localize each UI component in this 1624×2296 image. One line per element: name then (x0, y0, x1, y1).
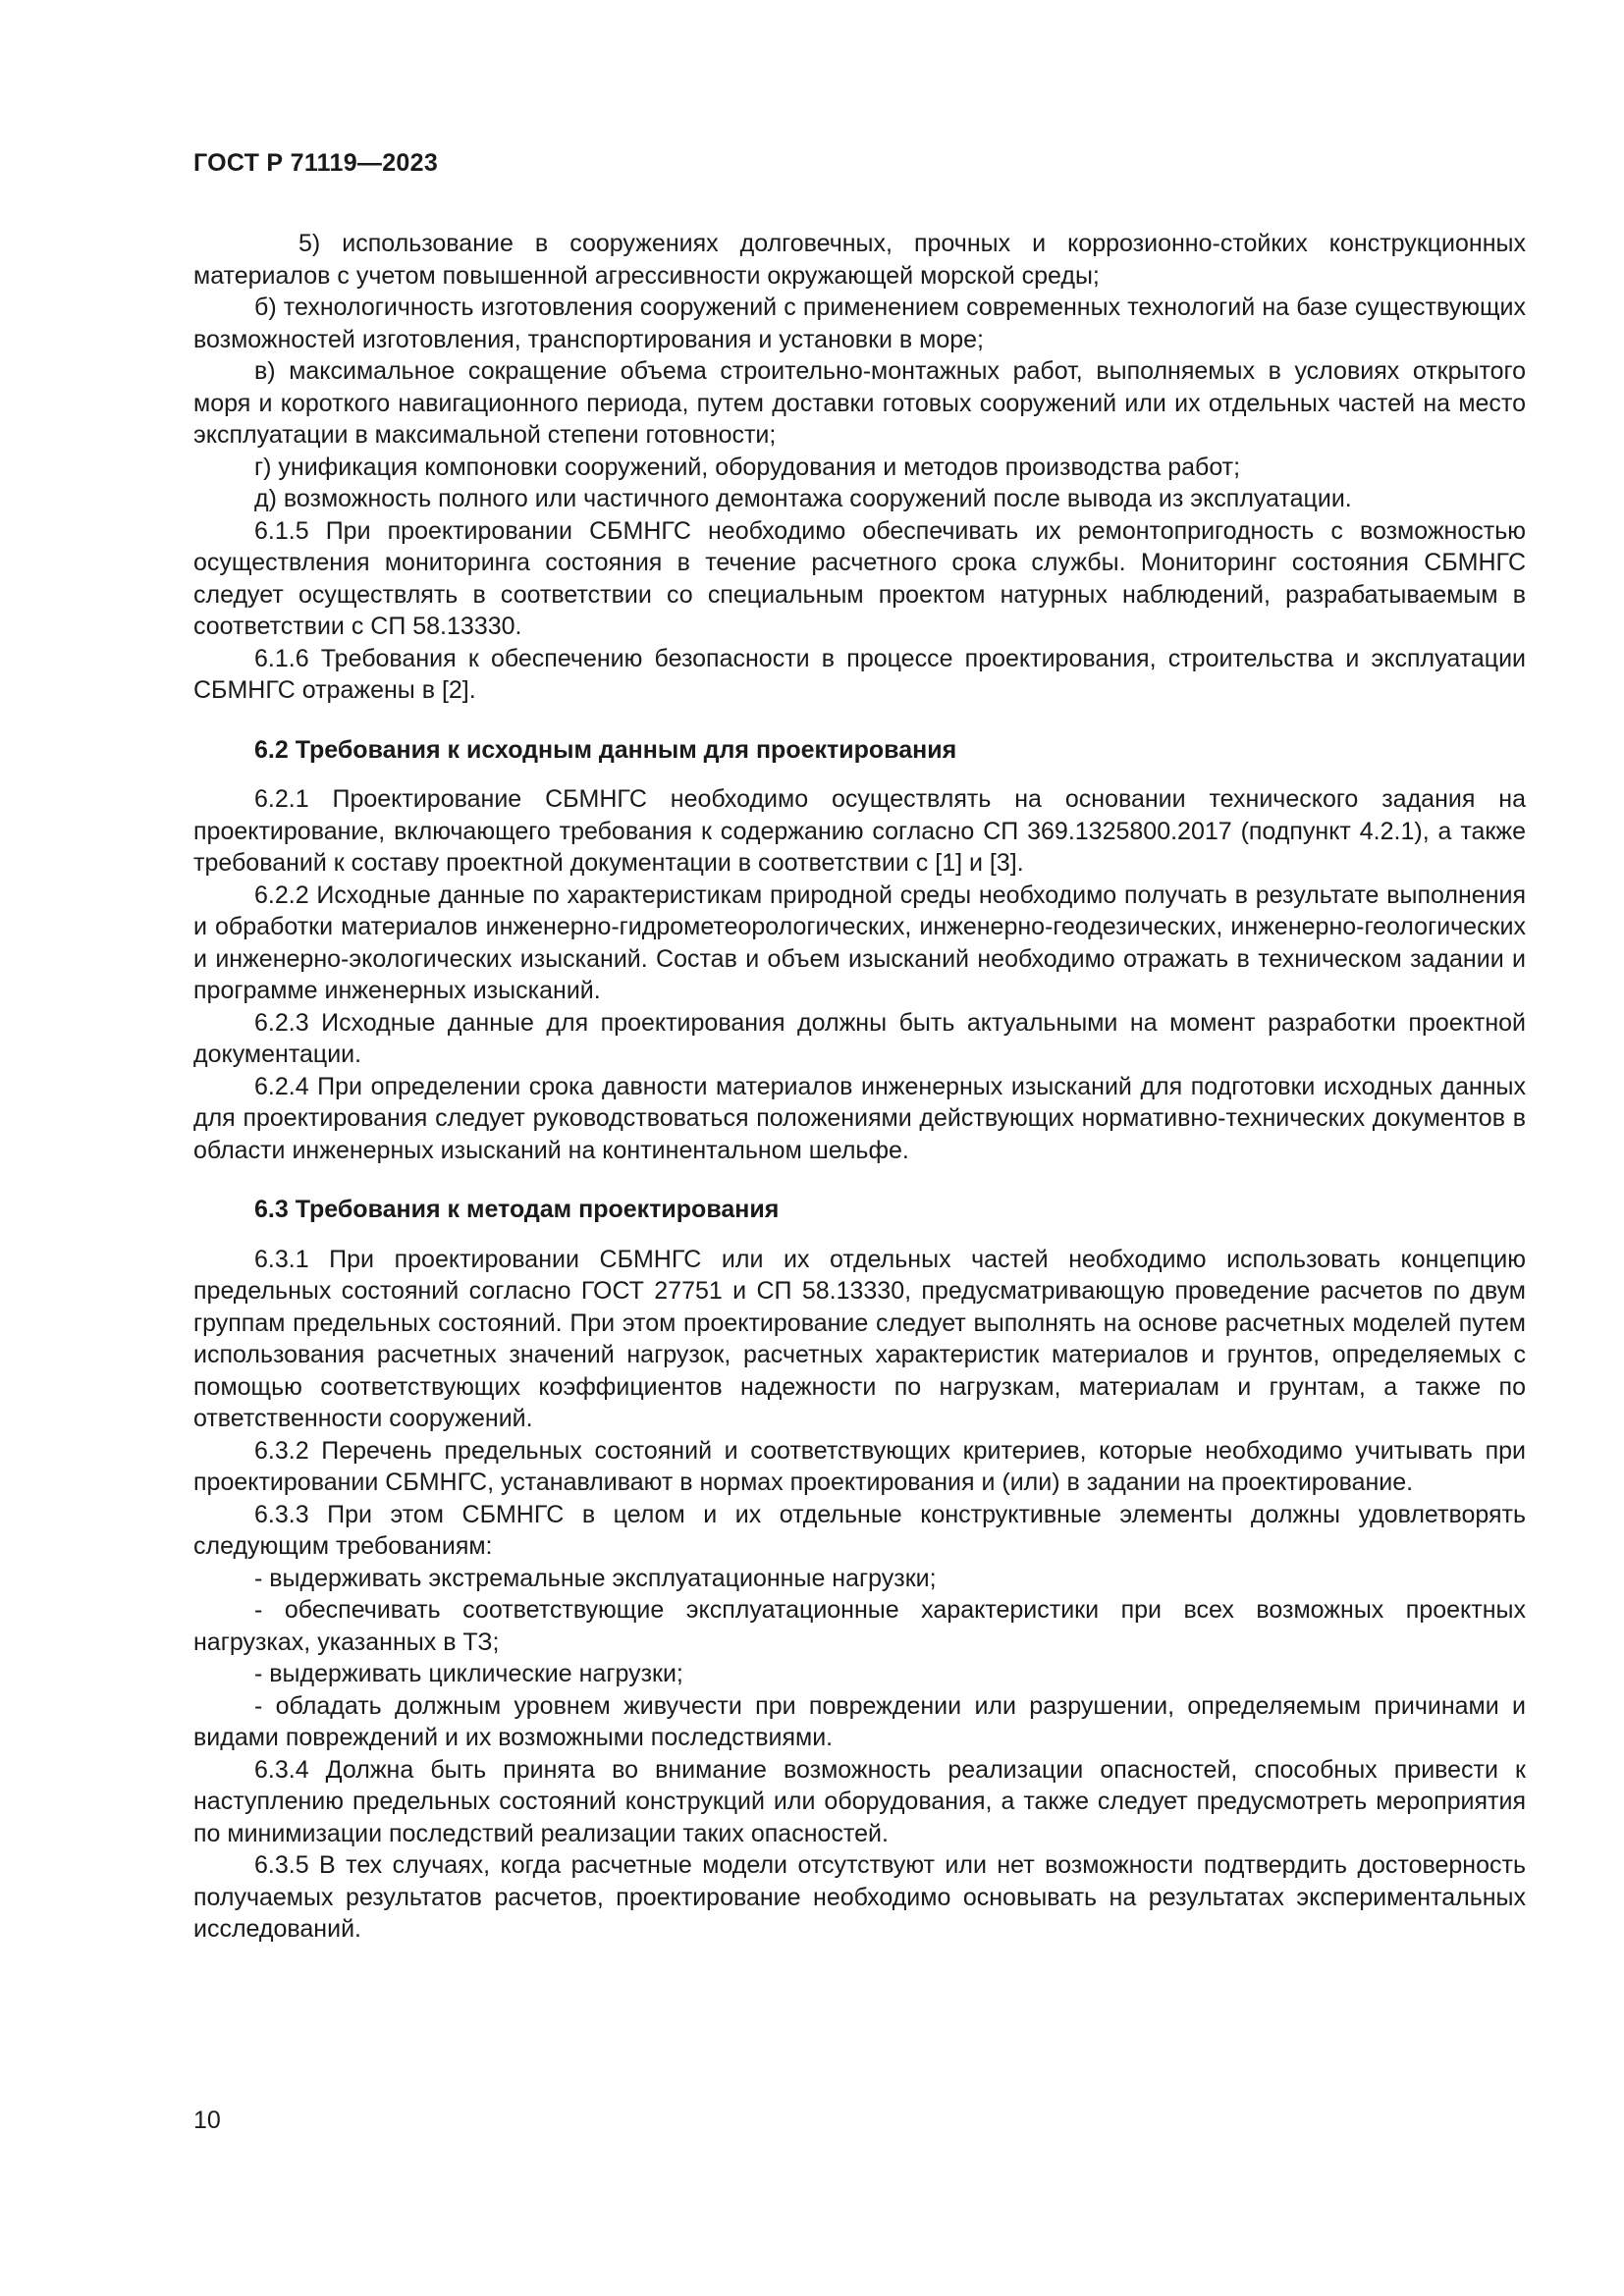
page-number: 10 (193, 2107, 221, 2134)
section-heading-6-2: 6.2 Требования к исходным данным для проектирования (254, 735, 957, 764)
clause-6-1-6: 6.1.6 Требования к обеспечению безопасности в процессе проектирования, строительства и эксплуатации СБМНГС отражены в [2]. (193, 644, 1526, 704)
clause-6-2-3: 6.2.3 Исходные данные для проектирования должны быть актуальными на момент разработки проектной документации. (193, 1008, 1526, 1068)
list-item-v: в) максимальное сокращение объема строительно-монтажных работ, выполняемых в условиях открытого моря и короткого навигационного периода, путем доставки готовых сооружений или их отдельных частей на место эксплуатации в максимальной степени готовности; (193, 357, 1526, 449)
clause-6-3-1: 6.3.1 При проектировании СБМНГС или их отдельных частей необходимо использовать концепцию предельных состояний согласно ГОСТ 27751 и СП 58.13330, предусматривающую проведение расчетов по двум группам предельных состояний. При этом проектирование следует выполнять на основе расчетных моделей путем использования расчетных значений нагрузок, расчетных характеристик материалов и грунтов, определяемых с помощью соответствующих коэффициентов надежности по нагрузкам, материалам и грунтам, а также по ответственности сооружений. (193, 1245, 1526, 1432)
clause-6-2-1: 6.2.1 Проектирование СБМНГС необходимо осуществлять на основании технического задания на проектирование, включающего требования к содержанию согласно СП 369.1325800.2017 (подпункт 4.2.1), а также требований к составу проектной документации в соответствии с [1] и [3]. (193, 785, 1526, 877)
list-item-b: б) технологичность изготовления сооружений с применением современных технологий на базе существующих возможностей изготовления, транспортирования и установки в море; (193, 294, 1526, 353)
clause-6-2-4: 6.2.4 При определении срока давности материалов инженерных изысканий для подготовки исходных данных для проектирования следует руководствоваться положениями действующих нормативно-технических документов в области инженерных изысканий на континентальном шельфе. (193, 1072, 1526, 1164)
section-heading-6-3: 6.3 Требования к методам проектирования (254, 1196, 780, 1223)
clause-6-2-2: 6.2.2 Исходные данные по характеристикам природной среды необходимо получать в результате выполнения и обработки материалов инженерно-гидрометеорологических, инженерно-геодезических, инженерно-геологических и инженерно-экологических изысканий. Состав и объем изысканий необходимо отражать в техническом задании и программе инженерных изысканий. (193, 881, 1526, 1004)
clause-6-1-5: 6.1.5 При проектировании СБМНГС необходимо обеспечивать их ремонтопригодность с возможностью осуществления мониторинга состояния в течение расчетного срока службы. Мониторинг состояния СБМНГС следует осуществлять в соответствии со специальным проектом натурных наблюдений, разрабатываемым в соответствии с СП 58.13330. (193, 516, 1526, 640)
clause-6-3-2: 6.3.2 Перечень предельных состояний и соответствующих критериев, которые необходимо учитывать при проектировании СБМНГС, устанавливают в нормах проектирования и (или) в задании на проектирование. (193, 1436, 1526, 1496)
bullet-item: - выдерживать экстремальные эксплуатационные нагрузки; (254, 1564, 937, 1592)
list-item-g: г) унификация компоновки сооружений, оборудования и методов производства работ; (254, 453, 1241, 481)
bullet-item: - обладать должным уровнем живучести при повреждении или разрушении, определяемым причинами и видами повреждений и их возможными последствиями. (193, 1691, 1526, 1751)
document-body (193, 228, 1526, 1946)
bullet-item: - выдерживать циклические нагрузки; (254, 1660, 683, 1687)
clause-6-3-3: 6.3.3 При этом СБМНГС в целом и их отдельные конструктивные элементы должны удовлетворять следующим требованиям: (193, 1500, 1526, 1560)
clause-6-3-5: 6.3.5 В тех случаях, когда расчетные модели отсутствуют или нет возможности подтвердить достоверность получаемых результатов расчетов, проектирование необходимо основывать на результатах экспериментальных исследований. (193, 1851, 1526, 1943)
list-item-d: д) возможность полного или частичного демонтажа сооружений после вывода из эксплуатации. (254, 485, 1352, 512)
list-item-5: 5) использование в сооружениях долговечных, прочных и коррозионно-стойких конструкционных материалов с учетом повышенной агрессивности окружающей морской среды; (193, 230, 1526, 290)
bullet-item: - обеспечивать соответствующие эксплуатационные характеристики при всех возможных проектных нагрузках, указанных в ТЗ; (193, 1596, 1526, 1656)
clause-6-3-4: 6.3.4 Должна быть принята во внимание возможность реализации опасностей, способных привести к наступлению предельных состояний конструкций или оборудования, а также следует предусмотреть мероприятия по минимизации последствий реализации таких опасностей. (193, 1755, 1526, 1847)
document-header: ГОСТ Р 71119—2023 (193, 149, 439, 177)
